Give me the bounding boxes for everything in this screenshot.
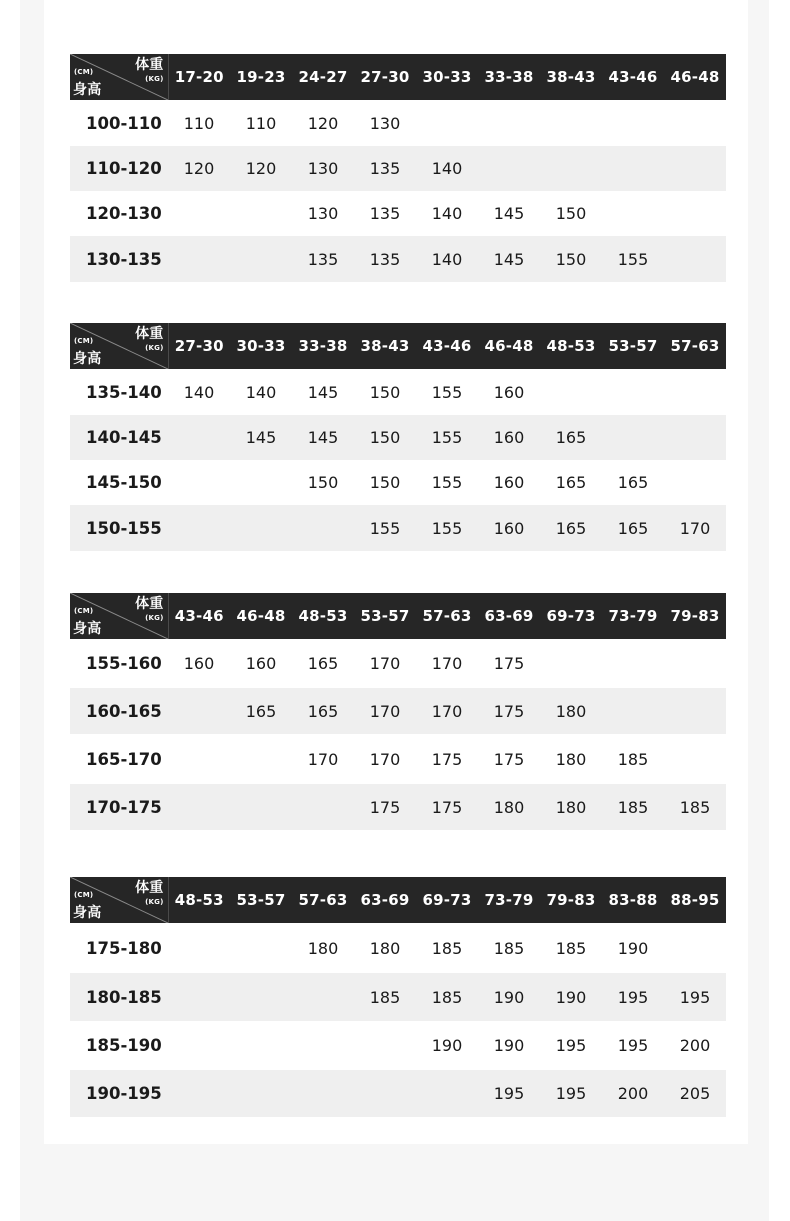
height-range-cell: 120-130 (86, 204, 162, 223)
size-value-cell: 195 (540, 1070, 602, 1117)
size-value-cell: 120 (307, 113, 339, 133)
size-value-cell: 120 (230, 146, 292, 191)
size-table-1 (70, 54, 726, 282)
size-value-cell (230, 460, 292, 505)
size-value-cell (230, 923, 292, 973)
size-value-cell (664, 734, 726, 784)
height-range-cell: 190-195 (70, 1070, 168, 1117)
weight-range-header: 27-30 (168, 323, 230, 369)
size-value-cell: 160 (245, 654, 277, 673)
weight-unit-label: (KG) (145, 75, 164, 83)
size-value-cell (602, 369, 664, 415)
size-value-cell (664, 369, 726, 415)
weight-range-header: 30-33 (416, 54, 478, 100)
size-value-cell: 170 (431, 654, 463, 673)
size-value-cell: 135 (354, 146, 416, 191)
size-value-cell: 195 (478, 1070, 540, 1117)
weight-range-header: 73-79 (602, 593, 664, 639)
size-value-cell: 180 (307, 938, 339, 958)
weight-range-header: 48-53 (540, 323, 602, 369)
weight-unit-label: (KG) (145, 898, 164, 906)
size-value-cell (664, 100, 726, 146)
weight-range-header: 48-53 (292, 593, 354, 639)
weight-range-header: 19-23 (230, 54, 292, 100)
size-value-cell: 140 (431, 204, 463, 223)
weight-range-header: 83-88 (602, 877, 664, 923)
size-value-cell: 165 (540, 505, 602, 551)
weight-range-header: 69-73 (540, 593, 602, 639)
size-value-cell (168, 236, 230, 282)
weight-range-header: 53-57 (230, 877, 292, 923)
size-value-cell: 135 (354, 236, 416, 282)
height-unit-label: (CM) (74, 891, 94, 899)
size-value-cell: 175 (354, 784, 416, 830)
size-value-cell: 135 (292, 236, 354, 282)
size-value-cell: 200 (602, 1070, 664, 1117)
weight-range-header: 46-48 (230, 593, 292, 639)
size-value-cell: 140 (416, 146, 478, 191)
size-value-cell: 120 (168, 146, 230, 191)
size-value-cell: 185 (416, 973, 478, 1021)
size-value-cell: 150 (369, 382, 401, 402)
size-value-cell: 185 (664, 784, 726, 830)
table-row (70, 505, 726, 551)
size-value-cell: 150 (540, 236, 602, 282)
weight-range-header: 88-95 (664, 877, 726, 923)
size-value-cell: 160 (493, 382, 525, 402)
size-value-cell (416, 1070, 478, 1117)
header-row (70, 877, 726, 923)
size-value-cell: 175 (416, 784, 478, 830)
height-range-cell: 165-170 (86, 749, 162, 769)
size-value-cell (602, 688, 664, 734)
weight-range-header: 43-46 (416, 323, 478, 369)
size-value-cell (168, 734, 230, 784)
size-value-cell (664, 923, 726, 973)
size-value-cell: 150 (369, 473, 401, 492)
size-value-cell: 155 (602, 236, 664, 282)
size-value-cell (292, 784, 354, 830)
size-value-cell (168, 923, 230, 973)
height-range-cell: 185-190 (86, 1036, 162, 1055)
header-corner-cell (70, 323, 168, 369)
header-row (70, 593, 726, 639)
size-value-cell: 175 (493, 654, 525, 673)
size-value-cell: 180 (478, 784, 540, 830)
size-value-cell: 175 (478, 688, 540, 734)
height-range-cell: 145-150 (86, 473, 162, 492)
weight-range-header: 46-48 (478, 323, 540, 369)
size-value-cell: 185 (493, 938, 525, 958)
height-unit-label: (CM) (74, 68, 94, 76)
size-value-cell: 195 (617, 1036, 649, 1055)
size-value-cell (230, 734, 292, 784)
size-value-cell: 110 (245, 113, 277, 133)
weight-range-header: 63-69 (354, 877, 416, 923)
size-value-cell: 140 (183, 382, 215, 402)
size-value-cell: 190 (493, 1036, 525, 1055)
header-corner-cell (70, 877, 168, 923)
size-value-cell (664, 460, 726, 505)
size-value-cell: 140 (245, 382, 277, 402)
size-value-cell (416, 100, 478, 146)
weight-label: 体重 (135, 596, 164, 612)
table-row (70, 1070, 726, 1117)
size-value-cell: 145 (478, 236, 540, 282)
size-value-cell (664, 236, 726, 282)
size-value-cell: 150 (555, 204, 587, 223)
weight-range-header: 63-69 (478, 593, 540, 639)
size-value-cell (168, 505, 230, 551)
table-row (70, 639, 726, 688)
size-value-cell: 165 (230, 688, 292, 734)
size-value-cell: 170 (664, 505, 726, 551)
table-row (70, 146, 726, 191)
weight-range-header: 33-38 (478, 54, 540, 100)
size-value-cell (478, 100, 540, 146)
size-value-cell (168, 415, 230, 460)
size-value-cell: 185 (431, 938, 463, 958)
size-value-cell: 185 (354, 973, 416, 1021)
weight-range-header: 69-73 (416, 877, 478, 923)
size-value-cell: 150 (354, 415, 416, 460)
size-value-cell (230, 784, 292, 830)
weight-range-header: 57-63 (664, 323, 726, 369)
size-value-cell: 175 (431, 749, 463, 769)
size-value-cell (230, 505, 292, 551)
table-row (70, 784, 726, 830)
size-value-cell: 110 (183, 113, 215, 133)
table-row (70, 236, 726, 282)
size-value-cell: 160 (478, 505, 540, 551)
height-unit-label: (CM) (74, 607, 94, 615)
size-value-cell: 180 (555, 749, 587, 769)
size-value-cell: 185 (617, 749, 649, 769)
header-row (70, 54, 726, 100)
size-value-cell: 180 (540, 784, 602, 830)
weight-range-header: 43-46 (168, 593, 230, 639)
size-value-cell (540, 146, 602, 191)
size-value-cell (230, 236, 292, 282)
size-table-2 (70, 323, 726, 551)
size-value-cell (230, 191, 292, 236)
weight-range-header: 33-38 (292, 323, 354, 369)
height-range-cell: 175-180 (86, 938, 162, 958)
height-range-cell: 180-185 (70, 973, 168, 1021)
table-row (70, 191, 726, 236)
size-value-cell (540, 369, 602, 415)
size-value-cell (354, 1070, 416, 1117)
size-value-cell: 170 (416, 688, 478, 734)
size-value-cell: 190 (540, 973, 602, 1021)
size-value-cell (292, 505, 354, 551)
size-value-cell: 160 (478, 415, 540, 460)
height-range-cell: 140-145 (70, 415, 168, 460)
size-value-cell: 155 (416, 415, 478, 460)
size-value-cell: 145 (307, 382, 339, 402)
size-value-cell (168, 973, 230, 1021)
weight-range-header: 53-57 (602, 323, 664, 369)
weight-label: 体重 (135, 326, 164, 342)
size-value-cell: 155 (431, 473, 463, 492)
height-range-cell: 135-140 (86, 382, 162, 402)
weight-label: 体重 (135, 57, 164, 73)
height-label: 身高 (73, 82, 102, 98)
header-row (70, 323, 726, 369)
size-value-cell: 190 (431, 1036, 463, 1055)
size-value-cell: 165 (292, 688, 354, 734)
size-value-cell: 200 (679, 1036, 711, 1055)
height-range-cell: 155-160 (86, 654, 162, 673)
size-value-cell (354, 1021, 416, 1070)
height-range-cell: 150-155 (70, 505, 168, 551)
size-value-cell: 195 (664, 973, 726, 1021)
table-row (70, 415, 726, 460)
size-value-cell (168, 1070, 230, 1117)
size-value-cell (292, 1070, 354, 1117)
table-row (70, 369, 726, 415)
size-value-cell (168, 1021, 230, 1070)
size-value-cell (292, 973, 354, 1021)
size-value-cell (540, 100, 602, 146)
size-value-cell: 135 (369, 204, 401, 223)
weight-range-header: 30-33 (230, 323, 292, 369)
size-value-cell: 130 (369, 113, 401, 133)
weight-unit-label: (KG) (145, 614, 164, 622)
weight-range-header: 24-27 (292, 54, 354, 100)
size-value-cell: 155 (416, 505, 478, 551)
size-value-cell: 165 (555, 473, 587, 492)
size-value-cell: 140 (416, 236, 478, 282)
size-value-cell (664, 688, 726, 734)
size-value-cell (168, 688, 230, 734)
size-value-cell: 180 (540, 688, 602, 734)
size-value-cell: 195 (555, 1036, 587, 1055)
size-table-3 (70, 593, 726, 830)
height-range-cell: 100-110 (86, 113, 162, 133)
weight-unit-label: (KG) (145, 344, 164, 352)
weight-label: 体重 (135, 880, 164, 896)
table-row (70, 734, 726, 784)
size-value-cell (664, 146, 726, 191)
size-value-cell: 160 (183, 654, 215, 673)
size-value-cell (292, 1021, 354, 1070)
height-label: 身高 (73, 351, 102, 367)
size-table-4 (70, 877, 726, 1117)
height-unit-label: (CM) (74, 337, 94, 345)
weight-range-header: 53-57 (354, 593, 416, 639)
size-value-cell: 190 (617, 938, 649, 958)
size-value-cell: 205 (664, 1070, 726, 1117)
size-value-cell (664, 639, 726, 688)
size-value-cell (168, 460, 230, 505)
size-value-cell: 170 (354, 688, 416, 734)
size-value-cell: 130 (307, 204, 339, 223)
size-value-cell: 145 (292, 415, 354, 460)
size-value-cell: 180 (369, 938, 401, 958)
size-value-cell: 170 (369, 749, 401, 769)
size-value-cell: 155 (354, 505, 416, 551)
height-label: 身高 (73, 621, 102, 637)
size-value-cell: 145 (230, 415, 292, 460)
height-range-cell: 110-120 (70, 146, 168, 191)
size-value-cell (664, 415, 726, 460)
weight-range-header: 46-48 (664, 54, 726, 100)
size-value-cell (230, 1070, 292, 1117)
weight-range-header: 38-43 (354, 323, 416, 369)
weight-range-header: 17-20 (168, 54, 230, 100)
size-value-cell (602, 639, 664, 688)
size-value-cell (602, 100, 664, 146)
height-label: 身高 (73, 905, 102, 921)
height-range-cell: 170-175 (70, 784, 168, 830)
table-row (70, 460, 726, 505)
size-value-cell: 175 (493, 749, 525, 769)
size-value-cell: 130 (292, 146, 354, 191)
table-row (70, 923, 726, 973)
size-value-cell: 170 (369, 654, 401, 673)
size-value-cell: 160 (493, 473, 525, 492)
size-value-cell (540, 639, 602, 688)
weight-range-header: 73-79 (478, 877, 540, 923)
weight-range-header: 79-83 (664, 593, 726, 639)
size-value-cell: 195 (602, 973, 664, 1021)
table-row (70, 100, 726, 146)
weight-range-header: 48-53 (168, 877, 230, 923)
table-row (70, 973, 726, 1021)
size-value-cell (168, 191, 230, 236)
size-value-cell: 170 (307, 749, 339, 769)
size-value-cell (230, 1021, 292, 1070)
size-value-cell: 165 (617, 473, 649, 492)
size-value-cell: 185 (602, 784, 664, 830)
weight-range-header: 57-63 (292, 877, 354, 923)
size-value-cell: 165 (307, 654, 339, 673)
weight-range-header: 27-30 (354, 54, 416, 100)
size-value-cell (602, 146, 664, 191)
size-value-cell (478, 146, 540, 191)
weight-range-header: 57-63 (416, 593, 478, 639)
header-corner-cell (70, 593, 168, 639)
weight-range-header: 43-46 (602, 54, 664, 100)
size-value-cell: 145 (493, 204, 525, 223)
table-row (70, 1021, 726, 1070)
size-value-cell: 165 (540, 415, 602, 460)
size-value-cell: 155 (431, 382, 463, 402)
height-range-cell: 130-135 (70, 236, 168, 282)
size-value-cell (168, 784, 230, 830)
size-value-cell (230, 973, 292, 1021)
size-value-cell: 190 (478, 973, 540, 1021)
table-row (70, 688, 726, 734)
weight-range-header: 38-43 (540, 54, 602, 100)
size-value-cell (664, 191, 726, 236)
header-corner-cell (70, 54, 168, 100)
size-value-cell: 150 (307, 473, 339, 492)
size-value-cell: 185 (555, 938, 587, 958)
size-value-cell: 165 (602, 505, 664, 551)
size-value-cell (602, 191, 664, 236)
weight-range-header: 79-83 (540, 877, 602, 923)
size-value-cell (602, 415, 664, 460)
height-range-cell: 160-165 (70, 688, 168, 734)
